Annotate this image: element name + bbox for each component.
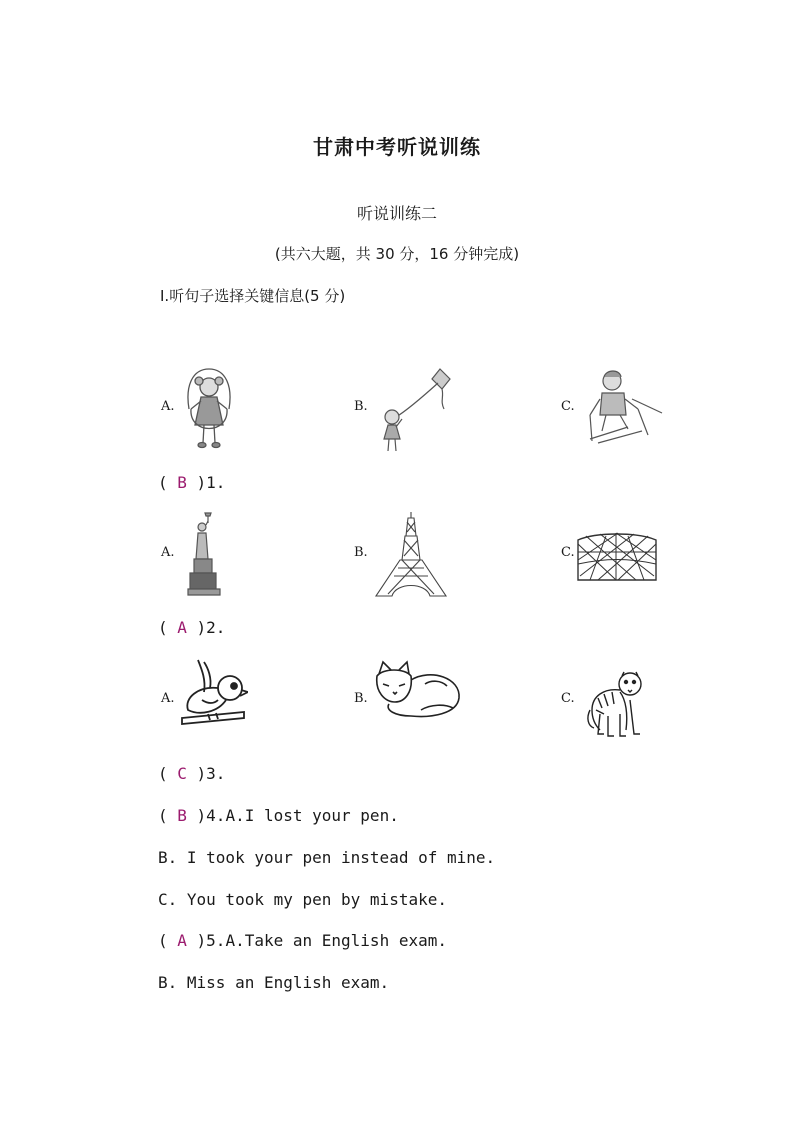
eiffel-tower-icon <box>374 512 448 598</box>
page-subtitle: 听说训练二 <box>356 204 437 223</box>
question-4: ( B )4.A.I lost your pen. <box>158 806 399 825</box>
answer-1: B <box>177 473 187 492</box>
option-label-b: B. <box>354 399 368 414</box>
section-heading: Ⅰ.听句子选择关键信息(5 分) <box>160 287 346 305</box>
page-title: 甘肃中考听说训练 <box>313 135 481 159</box>
sleeping-cat-icon <box>371 660 463 720</box>
girl-flying-kite-icon <box>378 367 454 453</box>
bird-icon <box>178 658 248 726</box>
question-1: ( B )1. <box>158 473 226 492</box>
option-label-a: A. <box>161 399 175 414</box>
answer-2: A <box>177 618 187 637</box>
boy-skiing-icon <box>588 369 664 447</box>
option-label-c: C. <box>561 399 575 414</box>
answer-4: B <box>177 806 187 825</box>
option-label-c: C. <box>561 545 575 560</box>
option-label-c: C. <box>561 691 575 706</box>
girl-skipping-rope-icon <box>183 365 235 453</box>
exam-note: (共六大题，共 30 分，16 分钟完成) <box>274 245 520 263</box>
question-2: ( A )2. <box>158 618 226 637</box>
question-4-option-b: B. I took your pen instead of mine. <box>158 848 496 867</box>
option-label-a: A. <box>161 545 175 560</box>
option-label-b: B. <box>354 691 368 706</box>
option-label-b: B. <box>354 545 368 560</box>
question-3: ( C )3. <box>158 764 226 783</box>
answer-5: A <box>177 931 187 950</box>
question-5-option-b: B. Miss an English exam. <box>158 973 390 992</box>
answer-3: C <box>177 764 187 783</box>
option-label-a: A. <box>161 691 175 706</box>
question-4-option-c: C. You took my pen by mistake. <box>158 890 447 909</box>
tiger-icon <box>586 670 648 740</box>
question-5: ( A )5.A.Take an English exam. <box>158 931 447 950</box>
birds-nest-stadium-icon <box>576 530 658 582</box>
statue-of-liberty-icon <box>186 511 222 597</box>
